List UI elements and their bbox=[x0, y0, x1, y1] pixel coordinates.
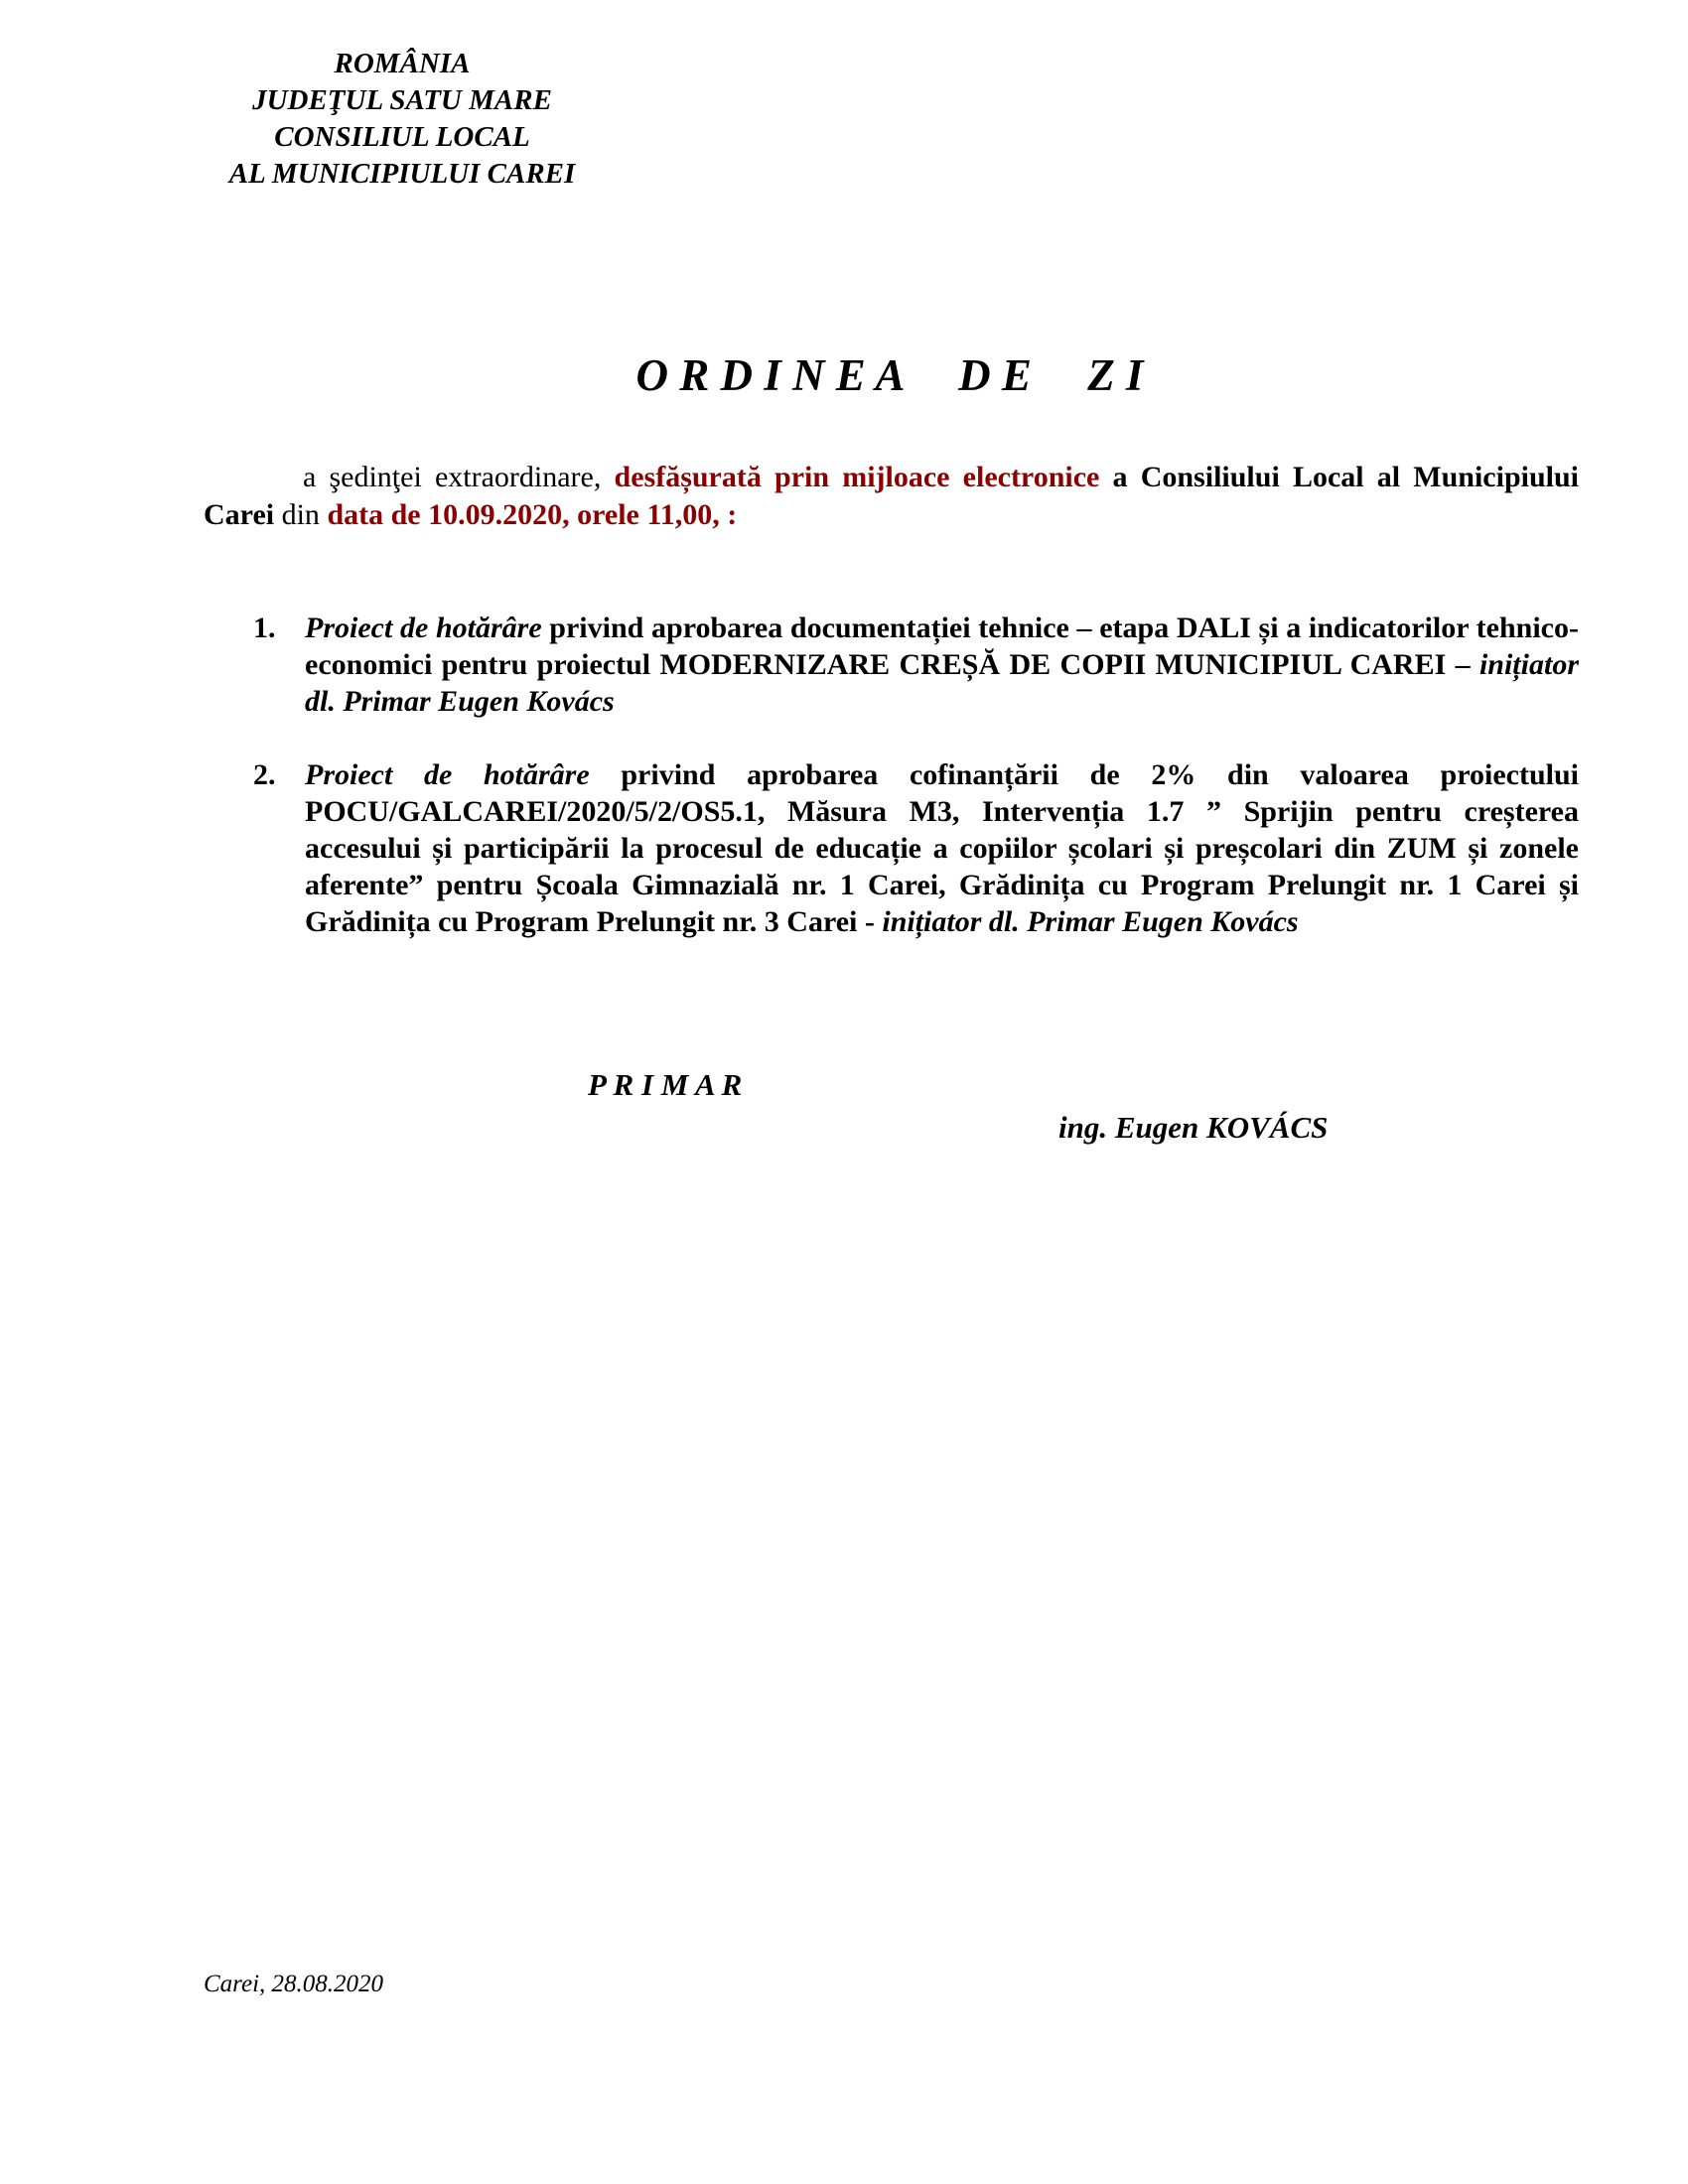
agenda-item-lead: Proiect de hotărâre bbox=[305, 758, 590, 791]
agenda-list bbox=[204, 610, 1579, 977]
intro-council: a Consiliului Local al Municipiului Carei bbox=[204, 461, 1580, 531]
header-county: JUDEŢUL SATU MARE bbox=[252, 84, 552, 116]
intro-highlight-electronic: desfășurată prin mijloace electronice bbox=[614, 461, 1100, 493]
agenda-item-body: privind aprobarea documentației tehnice – etapa DALI și a indicatorilor tehnico-economici pentru proiectul MODERNIZARE CREȘĂ DE COPII MUNICIPIUL CAREI – bbox=[305, 612, 1579, 681]
page-title: O R D I N E A D E Z I bbox=[635, 350, 1144, 400]
agenda-item-initiator: inițiator dl. Primar Eugen Kovács bbox=[305, 648, 1579, 718]
agenda-item-body: privind aprobarea cofinanțării de 2% din valoarea proiectului POCU/GALCAREI/2020/5/2/OS5.1, Măsura M3, Intervenția 1.7 ” Sprijin pentru creșterea accesului și participării la procesul de educație a copiilor școlari și preșcolari din ZUM și zonele aferente” pentru Școala Gimnazială nr. 1 Carei, Grădinița cu Program Prelungit nr. 1 Carei și Grădinița cu Program Prelungit nr. 3 Carei - bbox=[305, 758, 1579, 938]
agenda-item bbox=[204, 610, 1579, 720]
intro-text-1: a şedinţei extraordinare, bbox=[303, 461, 615, 493]
place-date: Carei, 28.08.2020 bbox=[204, 1971, 384, 1997]
agenda-item-initiator: inițiator dl. Primar Eugen Kovács bbox=[882, 905, 1299, 938]
header-country: ROMÂNIA bbox=[334, 48, 471, 79]
intro-paragraph bbox=[204, 459, 1579, 534]
agenda-item-lead: Proiect de hotărâre bbox=[305, 612, 542, 644]
agenda-item-number: 1. bbox=[253, 612, 276, 644]
intro-highlight-date: data de 10.09.2020, orele 11,00, : bbox=[327, 498, 738, 531]
agenda-item-number: 2. bbox=[253, 758, 276, 791]
header-municipality: AL MUNICIPIULUI CAREI bbox=[228, 158, 576, 190]
institution-header bbox=[204, 46, 601, 193]
intro-text-2: din bbox=[274, 498, 328, 531]
header-council: CONSILIUL LOCAL bbox=[274, 121, 530, 153]
agenda-item bbox=[204, 756, 1579, 940]
signature-role: P R I M A R bbox=[588, 1067, 743, 1102]
signature-name: ing. Eugen KOVÁCS bbox=[1058, 1110, 1329, 1145]
